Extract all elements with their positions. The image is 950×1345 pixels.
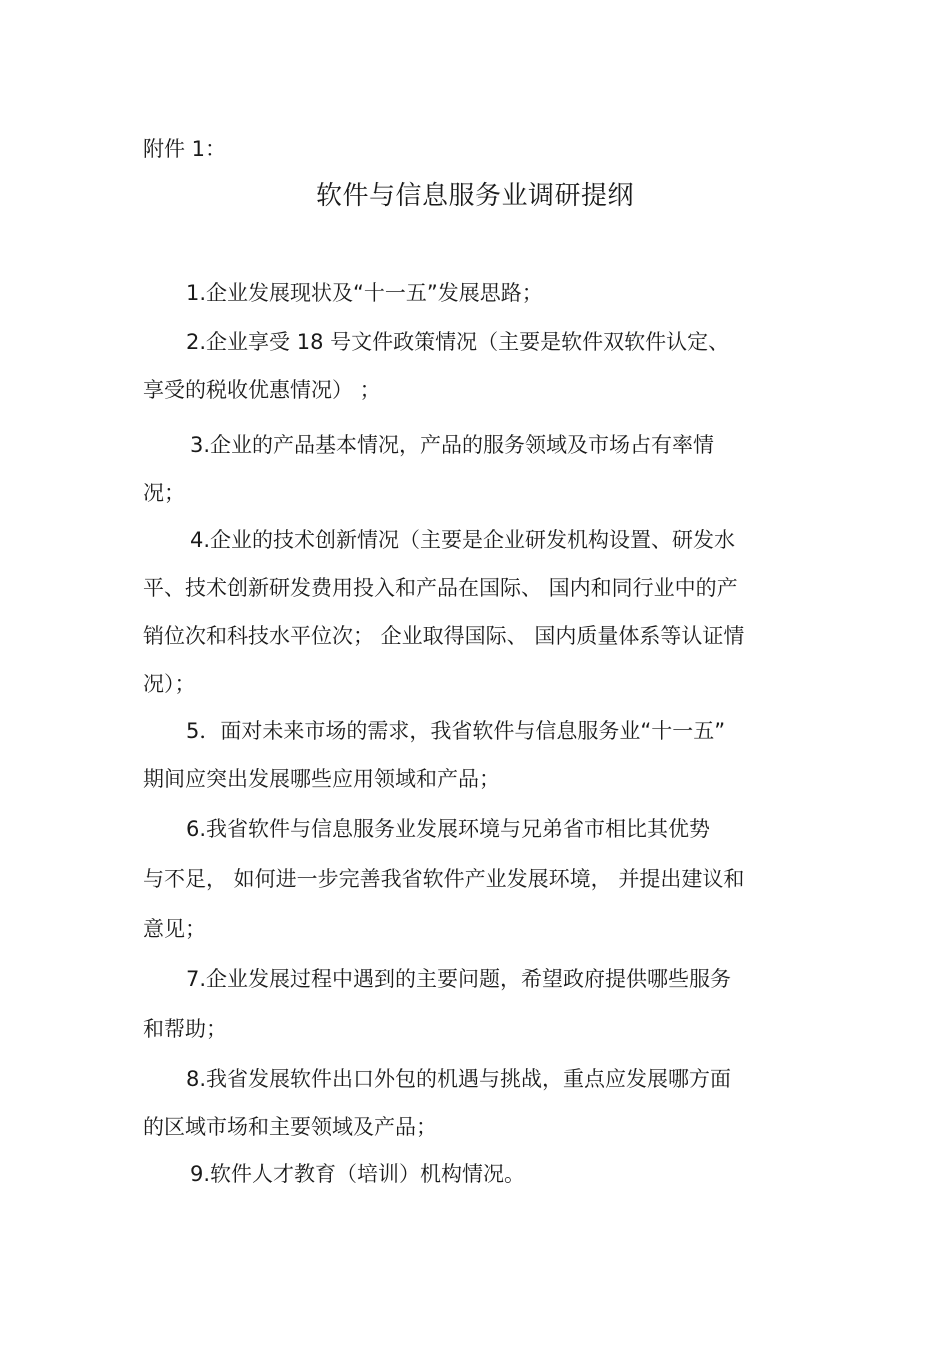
outline-line: 2.企业享受 18 号文件政策情况（主要是软件双软件认定、 [186, 330, 730, 354]
outline-line: 与不足， 如何进一步完善我省软件产业发展环境， 并提出建议和 [143, 867, 745, 891]
outline-line: 4.企业的技术创新情况（主要是企业研发机构设置、研发水 [190, 528, 736, 552]
attachment-label: 附件 1： [143, 137, 227, 161]
outline-line: 8.我省发展软件出口外包的机遇与挑战，重点应发展哪方面 [186, 1067, 732, 1091]
outline-line: 5．面对未来市场的需求，我省软件与信息服务业“十一五” [186, 719, 726, 743]
outline-line: 9.软件人才教育（培训）机构情况。 [190, 1162, 526, 1186]
outline-line: 享受的税收优惠情况） ； [143, 378, 381, 402]
outline-line: 意见； [143, 917, 206, 941]
outline-line: 1.企业发展现状及“十一五”发展思路； [186, 281, 543, 305]
outline-line: 期间应突出发展哪些应用领域和产品； [143, 767, 500, 791]
document-title: 软件与信息服务业调研提纲 [315, 181, 634, 211]
outline-line: 3.企业的产品基本情况，产品的服务领域及市场占有率情 [190, 433, 715, 457]
outline-line: 销位次和科技水平位次； 企业取得国际、 国内质量体系等认证情 [143, 624, 745, 648]
outline-line: 的区域市场和主要领域及产品； [143, 1115, 437, 1139]
outline-line: 况； [143, 481, 185, 505]
outline-line: 和帮助； [143, 1017, 227, 1041]
outline-line: 况）； [143, 672, 196, 696]
outline-line: 平、技术创新研发费用投入和产品在国际、 国内和同行业中的产 [143, 576, 738, 600]
outline-line: 6.我省软件与信息服务业发展环境与兄弟省市相比其优势 [186, 817, 711, 841]
outline-line: 7.企业发展过程中遇到的主要问题，希望政府提供哪些服务 [186, 967, 732, 991]
